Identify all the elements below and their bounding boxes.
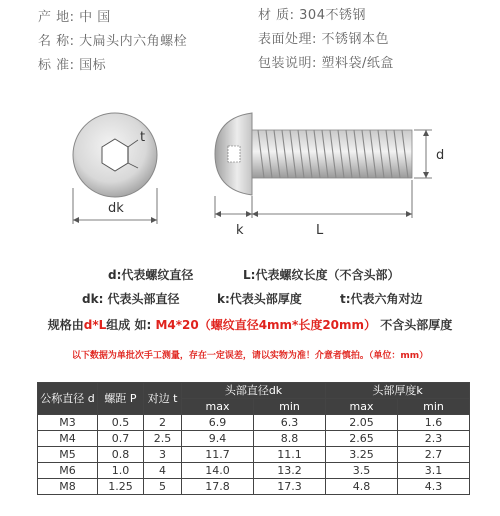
table-cell: 4.8 (326, 479, 398, 495)
table-cell: 4 (144, 463, 182, 479)
spec-part-1: 规格由 (47, 318, 84, 332)
table-cell: 17.3 (254, 479, 326, 495)
table-cell: 14.0 (182, 463, 254, 479)
table-cell: M6 (38, 463, 98, 479)
table-cell: M4 (38, 431, 98, 447)
table-cell: 8.8 (254, 431, 326, 447)
measurement-note: 以下数据为单批次手工测量，存在一定误差，请以实物为准！介意者慎拍。（单位：mm） (71, 351, 429, 361)
head-top-view (73, 113, 157, 224)
label-dk: dk (108, 201, 124, 216)
table-cell: 5 (144, 479, 182, 495)
table-row (38, 447, 470, 463)
label-t: t (140, 130, 146, 145)
header-hex: 对边 t (144, 383, 182, 415)
header-k-max: max (326, 399, 398, 415)
table-cell: 3.5 (326, 463, 398, 479)
table-cell: M5 (38, 447, 98, 463)
header-spec: 公称直径 d (38, 383, 98, 415)
info-packaging (258, 52, 394, 76)
name-label: 名 称: (38, 34, 75, 49)
info-right (258, 4, 394, 76)
table-cell: 17.8 (182, 479, 254, 495)
info-standard (38, 54, 187, 78)
spec-part-dl: d*L (83, 318, 107, 332)
table-header-row (38, 383, 470, 399)
legend-k: k:代表头部厚度 (217, 292, 302, 306)
table-cell: 2.5 (144, 431, 182, 447)
packaging-value: 塑料袋/纸盒 (321, 56, 394, 71)
info-material (258, 4, 394, 28)
table-cell: 3.1 (398, 463, 470, 479)
table-cell: 4.3 (398, 479, 470, 495)
origin-label: 产 地: (38, 10, 75, 25)
table-cell: 3 (144, 447, 182, 463)
finish-value: 不锈钢本色 (321, 32, 390, 47)
table-cell: 0.5 (98, 415, 144, 431)
table-cell: 0.8 (98, 447, 144, 463)
legend-L: L:代表螺纹长度（不含头部） (243, 268, 400, 282)
info-finish (258, 28, 394, 52)
table-cell: 2.7 (398, 447, 470, 463)
table-cell: M3 (38, 415, 98, 431)
legend-d: d:代表螺纹直径 (108, 268, 194, 282)
label-L: L (316, 223, 324, 238)
header-dk-max: max (182, 399, 254, 415)
legend-t: t:代表六角对边 (340, 292, 423, 306)
spec-part-3: 组成 如: (106, 318, 156, 332)
origin-value: 中 国 (79, 10, 111, 25)
table-cell: 2.65 (326, 431, 398, 447)
name-value: 大扁头内六角螺栓 (79, 34, 188, 49)
standard-value: 国标 (79, 58, 107, 73)
info-origin (38, 6, 187, 30)
table-cell: 13.2 (254, 463, 326, 479)
table-row (38, 479, 470, 495)
table-cell: 6.3 (254, 415, 326, 431)
bolt-drawing (0, 88, 500, 258)
table-cell: 2.05 (326, 415, 398, 431)
label-d: d (436, 148, 445, 163)
table-row (38, 463, 470, 479)
header-dk: 头部直径dk (182, 383, 326, 399)
legend-dk: dk: 代表头部直径 (82, 292, 180, 306)
table-row (38, 431, 470, 447)
table-cell: 1.25 (98, 479, 144, 495)
table-cell: M8 (38, 479, 98, 495)
table-cell: 3.25 (326, 447, 398, 463)
info-name (38, 30, 187, 54)
spec-part-5: 不含头部厚度 (380, 318, 453, 332)
table-row (38, 415, 470, 431)
spec-part-example: M4*20（螺纹直径4mm*长度20mm） (155, 318, 377, 332)
table-cell: 0.7 (98, 431, 144, 447)
spec-table (37, 382, 470, 495)
table-cell: 11.1 (254, 447, 326, 463)
table-cell: 11.7 (182, 447, 254, 463)
table-cell: 6.9 (182, 415, 254, 431)
spec-example (0, 316, 500, 333)
finish-label: 表面处理: (258, 32, 317, 47)
table-cell: 1.0 (98, 463, 144, 479)
table-cell: 2.3 (398, 431, 470, 447)
table-cell: 9.4 (182, 431, 254, 447)
header-dk-min: min (254, 399, 326, 415)
header-pitch: 螺距 P (98, 383, 144, 415)
standard-label: 标 准: (38, 58, 75, 73)
info-left (38, 6, 187, 78)
table-cell: 1.6 (398, 415, 470, 431)
header-k-min: min (398, 399, 470, 415)
material-value: 304不锈钢 (299, 8, 366, 23)
header-k: 头部厚度k (326, 383, 470, 399)
bolt-side-view (215, 113, 444, 238)
table-cell: 2 (144, 415, 182, 431)
label-k: k (236, 223, 244, 238)
material-label: 材 质: (258, 8, 295, 23)
packaging-label: 包装说明: (258, 56, 317, 71)
